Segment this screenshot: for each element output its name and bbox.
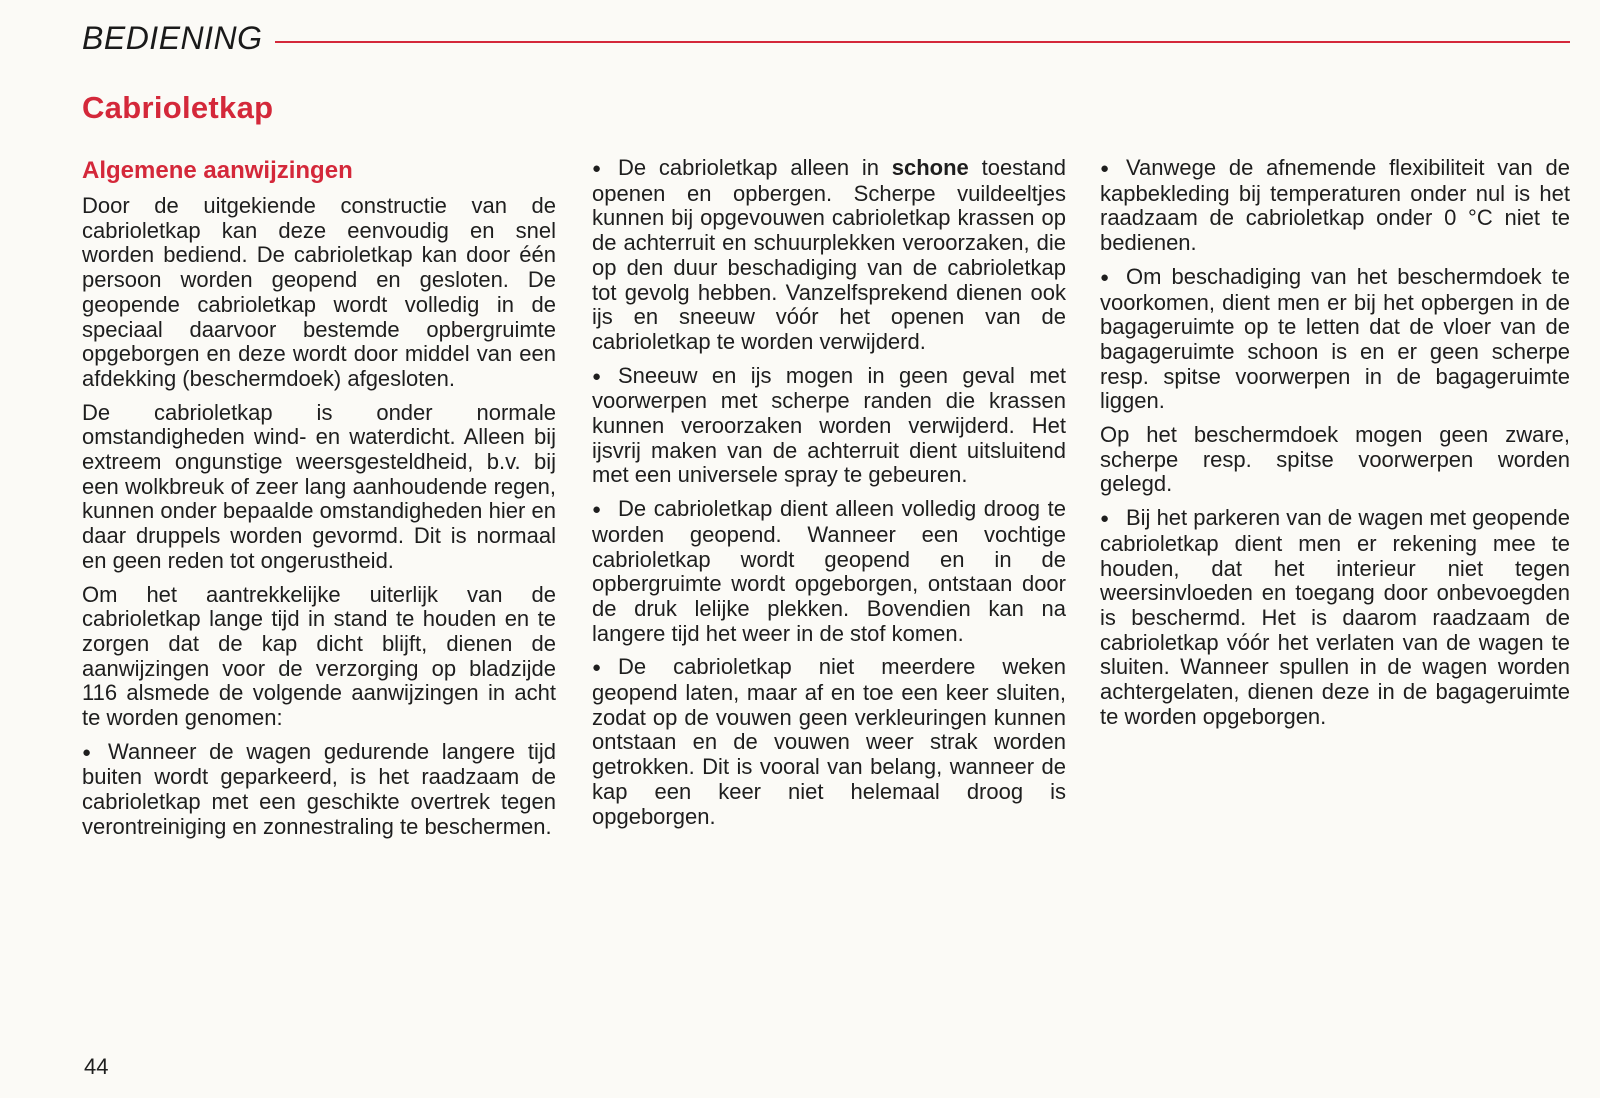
- running-header: [82, 20, 1570, 57]
- paragraph: Om het aantrekkelijke uiterlijk van de cabrioletkap lange tijd in stand te houden en te zorgen dat de kap dicht blijft, dienen de aanwijzingen voor de verzorging op bladzijde 116 alsmede de volgende aanwijzingen in acht te worden genomen:: [82, 581, 556, 731]
- subheading: Algemene aanwijzingen: [82, 157, 353, 184]
- page-number: 44: [84, 1054, 109, 1079]
- bullet-paragraph: ● Wanneer de wagen gedurende langere tijd buiten wordt geparkeerd, is het raadzaam de cabrioletkap met een geschikte overtrek tegen verontreiniging en zonnestraling te beschermen.: [82, 740, 556, 840]
- paragraph: De cabrioletkap is onder normale omstandigheden wind- en waterdicht. Alleen bij extreem ongunstige weersgesteldheid, b.v. bij een wolkbreuk of zeer lang aanhoudende regen, kunnen onder bepaalde omstandigheden hier en daar druppels worden gevormd. Dit is normaal en geen reden tot ongerustheid.: [82, 399, 556, 573]
- bullet-paragraph: ● De cabrioletkap dient alleen volledig droog te worden geopend. Wanneer een vochtige cabrioletkap wordt geopend en in de opbergruimte wordt opgeborgen, ontstaan door de druk lelijke plekken. Bovendien kan na langere tijd het weer in de stof komen.: [592, 497, 1066, 646]
- text-column-2: [592, 156, 1066, 838]
- bullet-paragraph: [592, 156, 1066, 355]
- bullet-paragraph: ● De cabrioletkap niet meerdere weken geopend laten, maar af en toe een keer sluiten, zodat op de vouwen geen verkleuringen kunnen ontstaan en de vouwen weer strak worden getrokken. Dit is vooral van belang, wanneer de kap een keer niet helemaal droog is opgeborgen.: [592, 655, 1066, 829]
- bullet-text: toestand openen en opbergen. Scherpe vuildeeltjes kunnen bij opgevouwen cabrioletkap krassen op de achterruit en schuurplekken veroorzaken, die op den duur beschadiging van de cabrioletkap tot gevolg hebben. Vanzelfsprekend dienen ook ijs en sneeuw vóór het openen van de cabrioletkap te worden verwijderd.: [592, 155, 1066, 354]
- bullet-text: De cabrioletkap alleen in: [618, 155, 892, 180]
- section-label: BEDIENING: [82, 20, 263, 56]
- paragraph: Door de uitgekiende constructie van de cabrioletkap kan deze eenvoudig en snel worden bediend. De cabrioletkap kan door één persoon worden geopend en gesloten. De geopende cabrioletkap wordt volledig in de speciaal daarvoor bestemde opbergruimte opgeborgen en deze wordt door middel van een afdekking (beschermdoek) afgesloten.: [82, 193, 556, 391]
- paragraph: Op het beschermdoek mogen geen zware, scherpe resp. spitse voorwerpen worden gelegd.: [1100, 422, 1570, 497]
- bullet-paragraph: ● Vanwege de afnemende flexibiliteit van de kapbekleding bij temperaturen onder nul is het raadzaam de cabrioletkap onder 0 °C niet te bedienen.: [1100, 156, 1570, 256]
- bullet-paragraph: ● Om beschadiging van het beschermdoek te voorkomen, dient men er bij het opbergen in de bagageruimte op te letten dat de vloer van de bagageruimte schoon is en er geen scherpe resp. spitse voorwerpen in de bagageruimte liggen.: [1100, 265, 1570, 414]
- bullet-paragraph: ● Bij het parkeren van de wagen met geopende cabrioletkap dient men er rekening mee te houden, dat het interieur niet tegen weersinvloeden en toegang door onbevoegden is beschermd. Het is daarom raadzaam de cabrioletkap vóór het verlaten van de wagen te sluiten. Wanneer spullen in de wagen worden achtergelaten, dienen deze in de bagageruimte te worden opgeborgen.: [1100, 506, 1570, 729]
- text-column-3: [1100, 156, 1570, 738]
- emphasis-text: schone: [891, 155, 969, 180]
- page-title: Cabrioletkap: [82, 90, 274, 125]
- text-column-1: [82, 156, 556, 849]
- header-rule: [275, 41, 1570, 43]
- bullet-paragraph: ● Sneeuw en ijs mogen in geen geval met voorwerpen met scherpe randen die krassen kunnen veroorzaken worden verwijderd. Het ijsvrij maken van de achterruit dient uitsluitend met een universele spray te gebeuren.: [592, 364, 1066, 489]
